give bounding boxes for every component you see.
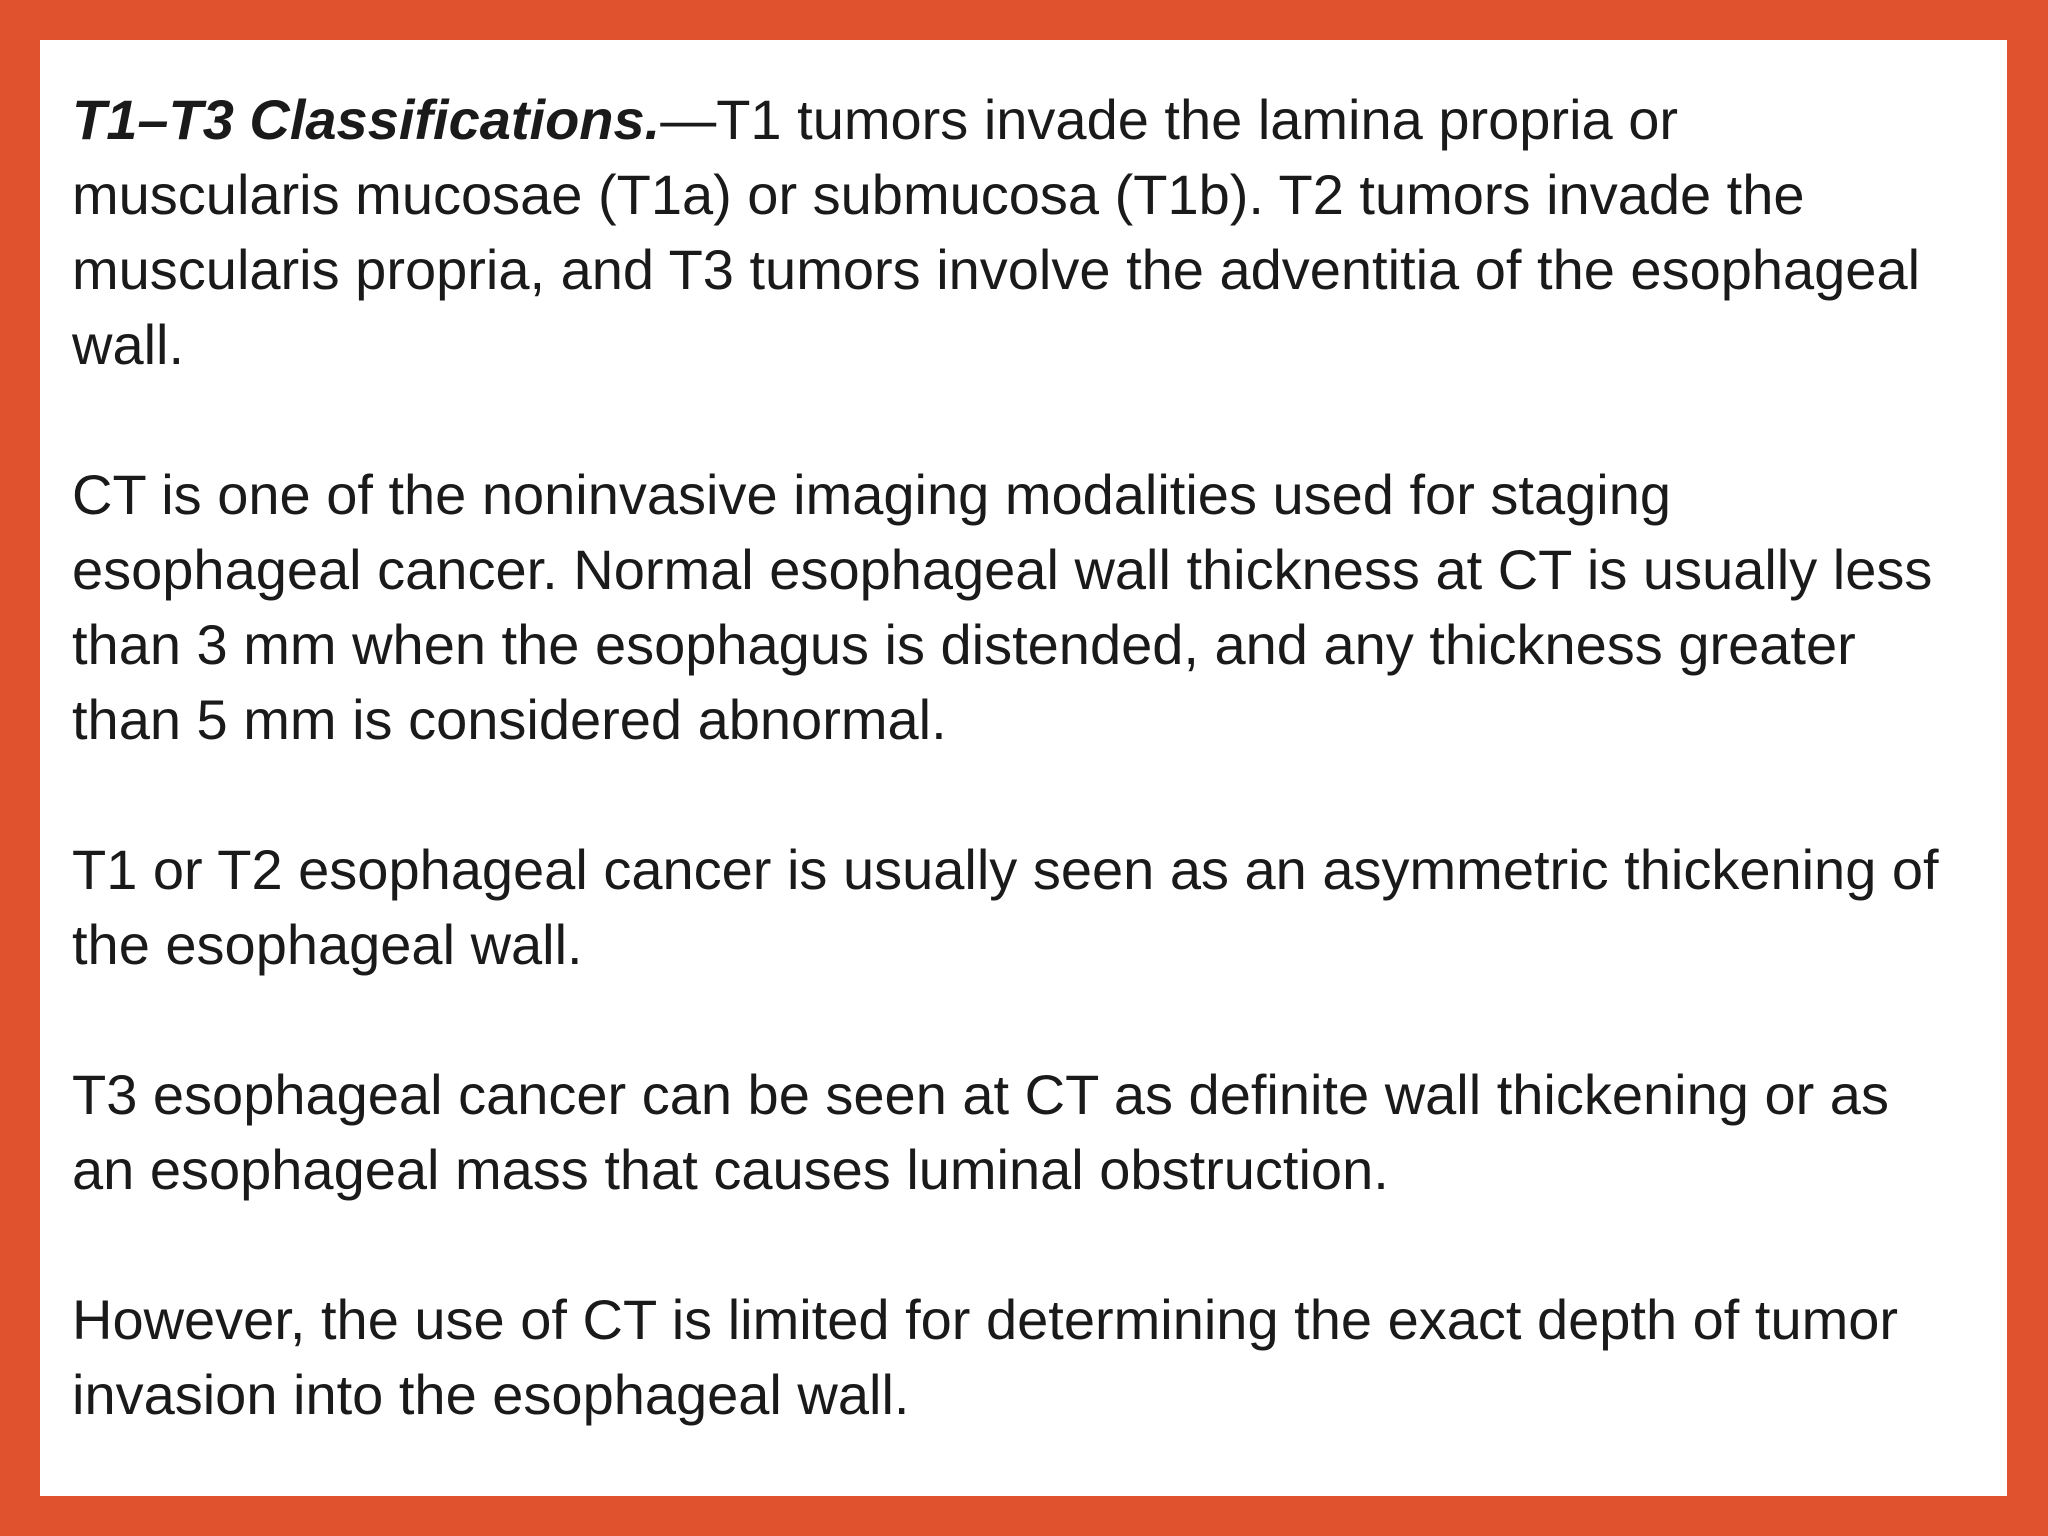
paragraph-t3 xyxy=(72,1057,1952,1207)
paragraph-ct-limitation xyxy=(72,1282,1952,1432)
paragraph-text: —T1 tumors invade the lamina propria or muscularis mucosae (T1a) or submucosa (T1b). T2 tumors invade the muscularis propria, and T3 tumors involve the adventitia of the esophageal wall. xyxy=(72,88,1921,376)
paragraph-text: T1 or T2 esophageal cancer is usually seen as an asymmetric thickening of the esophageal wall. xyxy=(72,838,1939,976)
paragraph-text: CT is one of the noninvasive imaging modalities used for staging esophageal cancer. Normal esophageal wall thickness at CT is usually less than 3 mm when the esophagus is distended, and any thickness greater than 5 mm is considered abnormal. xyxy=(72,463,1933,751)
paragraph-lead: T1–T3 Classifications. xyxy=(72,88,661,151)
paragraph-classifications xyxy=(72,82,1952,382)
content-panel xyxy=(40,40,2007,1496)
paragraph-t1-t2 xyxy=(72,832,1952,982)
paragraph-text: T3 esophageal cancer can be seen at CT as definite wall thickening or as an esophageal mass that causes luminal obstruction. xyxy=(72,1063,1889,1201)
paragraph-text: However, the use of CT is limited for determining the exact depth of tumor invasion into the esophageal wall. xyxy=(72,1288,1899,1426)
paragraph-ct-staging xyxy=(72,457,1952,757)
slide-body xyxy=(72,82,1952,1432)
